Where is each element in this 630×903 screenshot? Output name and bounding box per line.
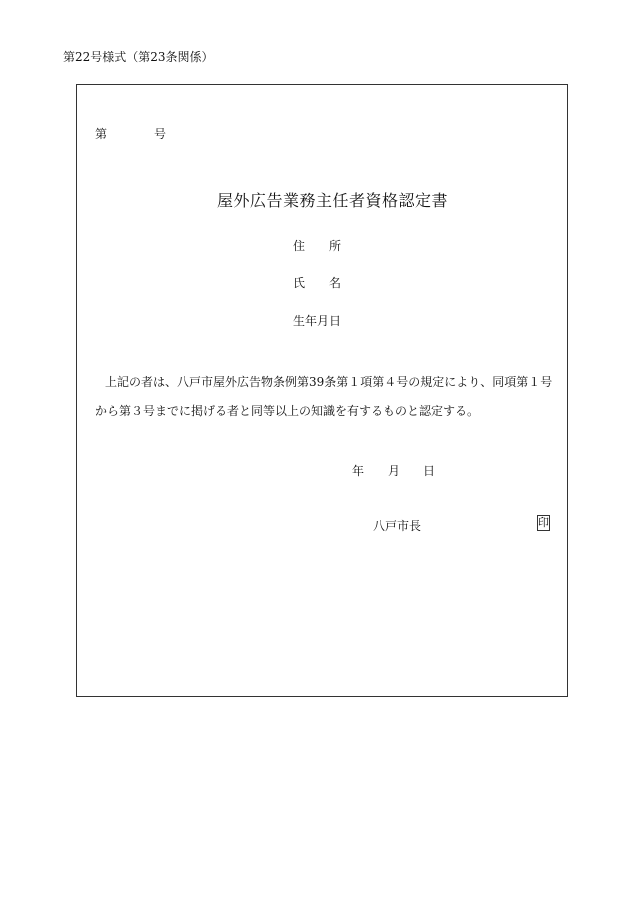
certificate-frame [76,84,568,697]
document-title: 屋外広告業務主任者資格認定書 [217,191,449,210]
date-year-label: 年 [352,464,365,478]
body-text-line-2: から第３号までに掲げる者と同等以上の知識を有するものと認定する。 [95,404,480,418]
certificate-number-suffix: 号 [154,127,167,141]
seal-mark: 印 [538,516,549,529]
body-text-line-1: 上記の者は、八戸市屋外広告物条例第39条第１項第４号の規定により、同項第１号 [105,375,553,389]
date-month-label: 月 [388,464,401,478]
birthdate-label: 生年月日 [293,314,342,328]
form-reference: 第22号様式（第23条関係） [63,50,214,64]
certificate-number-prefix: 第 [95,127,108,141]
date-day-label: 日 [423,464,436,478]
name-label: 氏 名 [293,276,342,290]
issuer-mayor: 八戸市長 [373,519,422,533]
address-label: 住 所 [293,239,342,253]
